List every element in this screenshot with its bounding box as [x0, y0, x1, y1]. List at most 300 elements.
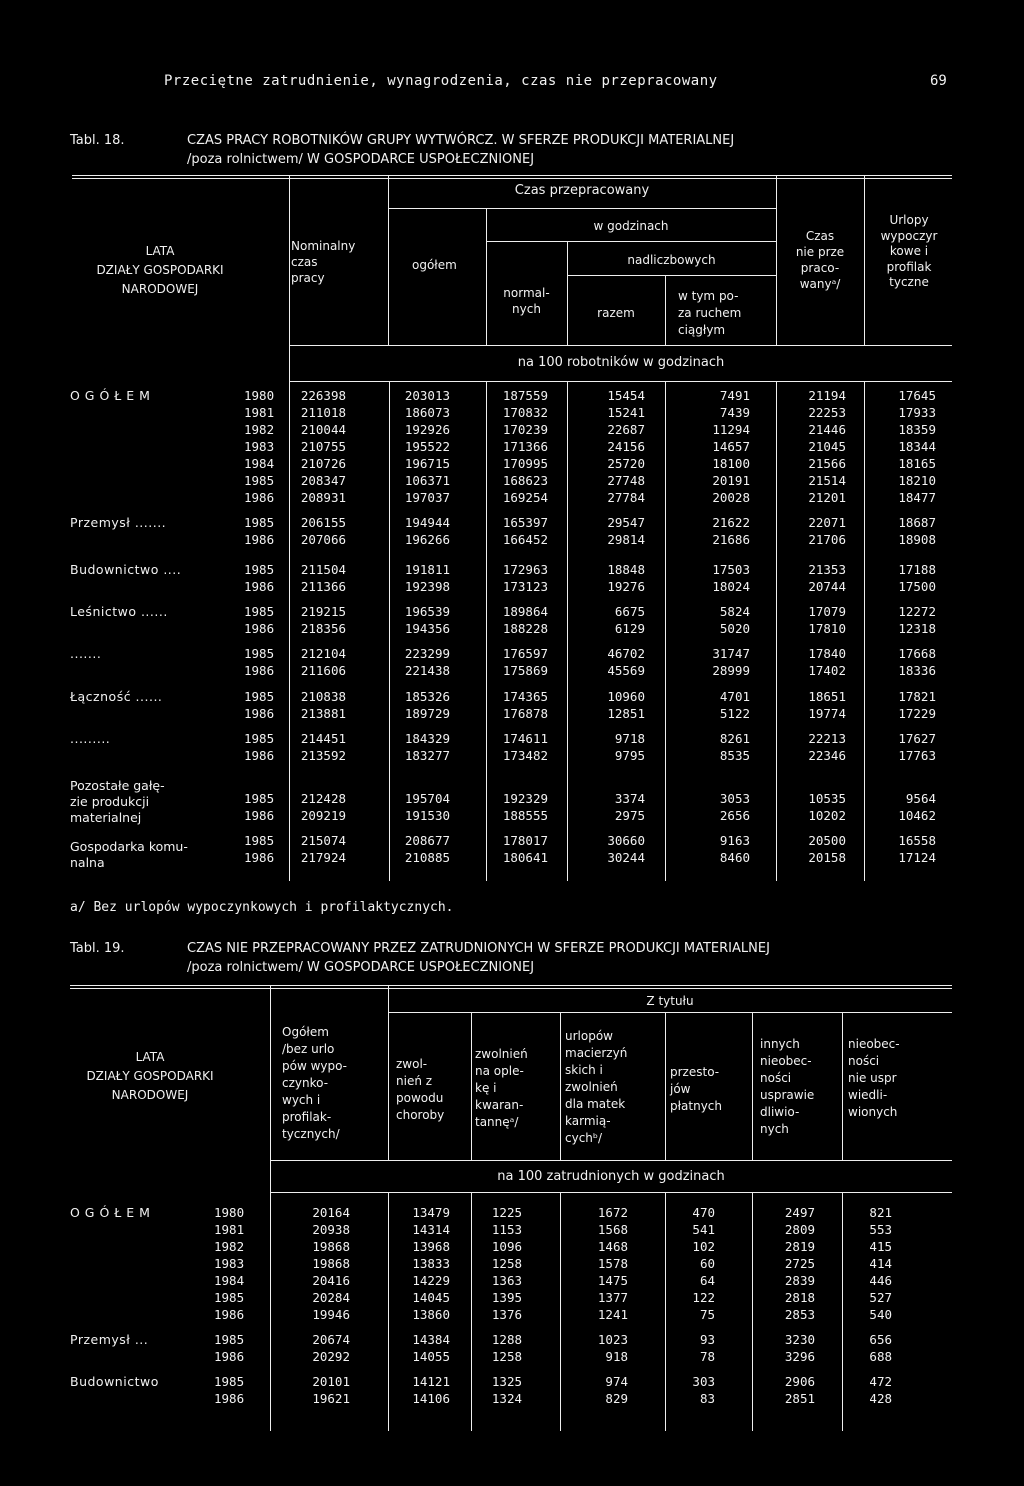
table-cell: 20292: [312, 1349, 350, 1364]
table-cell: 212428: [300, 791, 346, 806]
table-cell: 64: [699, 1273, 715, 1288]
table-cell: 197037: [404, 490, 450, 505]
table18-subtitle: /poza rolnictwem/ W GOSPODARCE USPOŁECZNIONEJ: [187, 152, 535, 167]
table-cell: 60: [699, 1256, 715, 1271]
table-cell: 188555: [502, 808, 548, 823]
table-cell: 21706: [808, 532, 846, 547]
table-cell: 2818: [784, 1290, 815, 1305]
table-cell: 1096: [491, 1239, 522, 1254]
row-year: 1985: [214, 1290, 245, 1305]
table-cell: 1258: [491, 1256, 522, 1271]
table-cell: 18210: [898, 473, 936, 488]
table-cell: 20101: [312, 1374, 350, 1389]
row-label: Budownictwo ....: [70, 562, 182, 577]
table-cell: 14229: [412, 1273, 450, 1288]
table-cell: 213881: [300, 706, 346, 721]
table-cell: 223299: [404, 646, 450, 661]
row-year: 1985: [244, 833, 275, 848]
table-cell: 12272: [898, 604, 936, 619]
table-cell: 168623: [502, 473, 548, 488]
table-cell: 189729: [404, 706, 450, 721]
t19-header-c3: urlopów macierzyń skich i zwolnień dla matek karmią- cychᵇ/: [565, 1029, 628, 1145]
table-cell: 192398: [404, 579, 450, 594]
table-cell: 18687: [898, 515, 936, 530]
table-cell: 195522: [404, 439, 450, 454]
table-cell: 2839: [784, 1273, 815, 1288]
row-year: 1986: [244, 808, 275, 823]
table-row: [0, 532, 1024, 549]
table-cell: 20158: [808, 850, 846, 865]
table-cell: 211504: [300, 562, 346, 577]
table-cell: 170239: [502, 422, 548, 437]
table-cell: 45569: [607, 663, 645, 678]
table-cell: 2497: [784, 1205, 815, 1220]
table-cell: 186073: [404, 405, 450, 420]
table-row: [0, 1273, 1024, 1290]
table-cell: 18359: [898, 422, 936, 437]
table-row: [0, 663, 1024, 680]
table-cell: 19276: [607, 579, 645, 594]
table-row: [0, 621, 1024, 638]
row-year: 1985: [244, 791, 275, 806]
table-cell: 196715: [404, 456, 450, 471]
table-cell: 106371: [404, 473, 450, 488]
table-cell: 2975: [614, 808, 645, 823]
table-cell: 20284: [312, 1290, 350, 1305]
table-cell: 12318: [898, 621, 936, 636]
t18-header-not-worked: Czas nie prze praco- wanyᵃ/: [795, 229, 845, 291]
table-cell: 187559: [502, 388, 548, 403]
table-cell: 22253: [808, 405, 846, 420]
table-cell: 1153: [491, 1222, 522, 1237]
table-cell: 414: [869, 1256, 892, 1271]
table-cell: 17503: [712, 562, 750, 577]
table-cell: 211018: [300, 405, 346, 420]
table-cell: 21622: [712, 515, 750, 530]
table-cell: 19621: [312, 1391, 350, 1406]
table-cell: 165397: [502, 515, 548, 530]
row-year: 1986: [244, 706, 275, 721]
table-cell: 21194: [808, 388, 846, 403]
table-cell: 13968: [412, 1239, 450, 1254]
table18-title: CZAS PRACY ROBOTNIKÓW GRUPY WYTWÓRCZ. W SFERZE PRODUKCJI MATERIALNEJ: [187, 133, 735, 148]
table-cell: 6675: [614, 604, 645, 619]
table-cell: 541: [692, 1222, 715, 1237]
table-cell: 3230: [784, 1332, 815, 1347]
table-cell: 183277: [404, 748, 450, 763]
table-cell: 19946: [312, 1307, 350, 1322]
table-cell: 1377: [597, 1290, 628, 1305]
table-row: [0, 1374, 1024, 1391]
table-cell: 14657: [712, 439, 750, 454]
table-cell: 210044: [300, 422, 346, 437]
table-cell: 1363: [491, 1273, 522, 1288]
table-cell: 18100: [712, 456, 750, 471]
row-year: 1980: [244, 388, 275, 403]
row-year: 1985: [244, 604, 275, 619]
table-cell: 31747: [712, 646, 750, 661]
table-cell: 18477: [898, 490, 936, 505]
row-year: 1983: [244, 439, 275, 454]
table-row: [0, 1239, 1024, 1256]
table-cell: 93: [699, 1332, 715, 1347]
table-cell: 20416: [312, 1273, 350, 1288]
table-cell: 3296: [784, 1349, 815, 1364]
row-year: 1986: [244, 748, 275, 763]
table-cell: 188228: [502, 621, 548, 636]
table-cell: 8535: [719, 748, 750, 763]
table-cell: 28999: [712, 663, 750, 678]
table-cell: 527: [869, 1290, 892, 1305]
table-row: [0, 490, 1024, 507]
table-cell: 213592: [300, 748, 346, 763]
table-cell: 3053: [719, 791, 750, 806]
t18-header-ot-continuous: w tym po- za ruchem ciągłym: [678, 289, 742, 337]
row-label: Przemysł ...: [70, 1332, 149, 1347]
table-cell: 196539: [404, 604, 450, 619]
row-year: 1985: [214, 1332, 245, 1347]
t18-header-worked: Czas przepracowany: [514, 183, 650, 198]
table-cell: 174611: [502, 731, 548, 746]
t19-header-c1: zwol- nień z powodu choroby: [396, 1057, 445, 1122]
table-cell: 1468: [597, 1239, 628, 1254]
t18-header-overtime: nadliczbowych: [627, 253, 716, 267]
table-cell: 170995: [502, 456, 548, 471]
table-cell: 20191: [712, 473, 750, 488]
table-cell: 185326: [404, 689, 450, 704]
table-cell: 17763: [898, 748, 936, 763]
t19-header-c6: nieobec- ności nie uspr wiedli- wionych: [848, 1037, 900, 1119]
table-cell: 30244: [607, 850, 645, 865]
row-year: 1985: [244, 646, 275, 661]
row-year: 1986: [244, 621, 275, 636]
table-row: [0, 439, 1024, 456]
table-cell: 918: [605, 1349, 628, 1364]
table-row: [0, 1205, 1024, 1222]
row-year: 1986: [214, 1307, 245, 1322]
table19-title: CZAS NIE PRZEPRACOWANY PRZEZ ZATRUDNIONYCH W SFERZE PRODUKCJI MATERIALNEJ: [187, 941, 770, 956]
table-cell: 17810: [808, 621, 846, 636]
table-cell: 27784: [607, 490, 645, 505]
row-year: 1985: [244, 515, 275, 530]
t18-label-gospodarka: Gospodarka komu- nalna: [70, 839, 188, 870]
table-cell: 194356: [404, 621, 450, 636]
table-cell: 16558: [898, 833, 936, 848]
row-year: 1983: [214, 1256, 245, 1271]
table-cell: 17500: [898, 579, 936, 594]
table-row: [0, 604, 1024, 621]
table-cell: 19868: [312, 1239, 350, 1254]
t18-header-stub: LATA DZIAŁY GOSPODARKI NARODOWEJ: [96, 244, 224, 296]
table-row: [0, 1307, 1024, 1324]
table-cell: 210885: [404, 850, 450, 865]
table-cell: 195704: [404, 791, 450, 806]
table-cell: 22346: [808, 748, 846, 763]
table-cell: 20674: [312, 1332, 350, 1347]
table-row: [0, 748, 1024, 765]
table-cell: 210838: [300, 689, 346, 704]
table-cell: 18344: [898, 439, 936, 454]
table-cell: 7491: [719, 388, 750, 403]
table-cell: 14384: [412, 1332, 450, 1347]
table-cell: 21514: [808, 473, 846, 488]
table-cell: 166452: [502, 532, 548, 547]
table-cell: 1475: [597, 1273, 628, 1288]
t18-header-in-hours: w godzinach: [593, 219, 669, 233]
table-cell: 10202: [808, 808, 846, 823]
table-cell: 17933: [898, 405, 936, 420]
table-cell: 17124: [898, 850, 936, 865]
table-cell: 18908: [898, 532, 936, 547]
table19-subtitle: /poza rolnictwem/ W GOSPODARCE USPOŁECZNIONEJ: [187, 960, 535, 975]
table-cell: 18651: [808, 689, 846, 704]
table-cell: 22213: [808, 731, 846, 746]
row-year: 1982: [244, 422, 275, 437]
table-cell: 189864: [502, 604, 548, 619]
table-cell: 446: [869, 1273, 892, 1288]
table-cell: 829: [605, 1391, 628, 1406]
table-cell: 7439: [719, 405, 750, 420]
table-cell: 1376: [491, 1307, 522, 1322]
row-year: 1986: [244, 850, 275, 865]
table-cell: 170832: [502, 405, 548, 420]
table-cell: 9718: [614, 731, 645, 746]
table-cell: 203013: [404, 388, 450, 403]
table-cell: 5122: [719, 706, 750, 721]
table-row: [0, 1290, 1024, 1307]
table-cell: 472: [869, 1374, 892, 1389]
table-row: [0, 1332, 1024, 1349]
table-row: [0, 706, 1024, 723]
table-row: [0, 1256, 1024, 1273]
t19-header-unit: na 100 zatrudnionych w godzinach: [497, 1169, 725, 1184]
table-cell: 207066: [300, 532, 346, 547]
table-cell: 29814: [607, 532, 645, 547]
table-cell: 974: [605, 1374, 628, 1389]
table-cell: 15241: [607, 405, 645, 420]
t19-header-by-title: Z tytułu: [646, 994, 694, 1008]
table-cell: 14045: [412, 1290, 450, 1305]
table-cell: 212104: [300, 646, 346, 661]
row-year: 1984: [244, 456, 275, 471]
table-cell: 17079: [808, 604, 846, 619]
table-cell: 25720: [607, 456, 645, 471]
table-cell: 1258: [491, 1349, 522, 1364]
table-cell: 219215: [300, 604, 346, 619]
table-cell: 4701: [719, 689, 750, 704]
t18-header-total: ogółem: [412, 258, 457, 272]
table-cell: 2853: [784, 1307, 815, 1322]
table-cell: 9564: [905, 791, 936, 806]
t18-header-unit: na 100 robotników w godzinach: [517, 355, 725, 370]
table-cell: 2906: [784, 1374, 815, 1389]
row-year: 1981: [214, 1222, 245, 1237]
row-label: .........: [70, 731, 111, 746]
table-cell: 215074: [300, 833, 346, 848]
table-cell: 13860: [412, 1307, 450, 1322]
table19-label: Tabl. 19.: [70, 941, 125, 956]
table-cell: 1288: [491, 1332, 522, 1347]
table-cell: 6129: [614, 621, 645, 636]
table-cell: 217924: [300, 850, 346, 865]
table-cell: 656: [869, 1332, 892, 1347]
table-cell: 22687: [607, 422, 645, 437]
table-cell: 13833: [412, 1256, 450, 1271]
table-cell: 17402: [808, 663, 846, 678]
table-cell: 178017: [502, 833, 548, 848]
table-cell: 17645: [898, 388, 936, 403]
table-cell: 2851: [784, 1391, 815, 1406]
table-cell: 470: [692, 1205, 715, 1220]
table-cell: 8460: [719, 850, 750, 865]
table-cell: 540: [869, 1307, 892, 1322]
table-cell: 19868: [312, 1256, 350, 1271]
table-cell: 8261: [719, 731, 750, 746]
table-cell: 17627: [898, 731, 936, 746]
table-cell: 14314: [412, 1222, 450, 1237]
row-label: O G Ó Ł E M: [70, 388, 151, 403]
table-row: [0, 1391, 1024, 1408]
table-cell: 24156: [607, 439, 645, 454]
table-cell: 17821: [898, 689, 936, 704]
row-label: .......: [70, 646, 102, 661]
table-cell: 2725: [784, 1256, 815, 1271]
row-year: 1981: [244, 405, 275, 420]
table-cell: 15454: [607, 388, 645, 403]
t18-label-pozostale: Pozostałe gałę- zie produkcji materialnej: [70, 778, 165, 825]
table-cell: 196266: [404, 532, 450, 547]
row-year: 1980: [214, 1205, 245, 1220]
t18-header-normal: normal- nych: [503, 286, 550, 316]
table-cell: 29547: [607, 515, 645, 530]
table-cell: 18024: [712, 579, 750, 594]
table-cell: 21201: [808, 490, 846, 505]
table-cell: 10535: [808, 791, 846, 806]
table-cell: 174365: [502, 689, 548, 704]
table-cell: 1023: [597, 1332, 628, 1347]
table-cell: 180641: [502, 850, 548, 865]
table-cell: 14121: [412, 1374, 450, 1389]
table-cell: 2656: [719, 808, 750, 823]
table-cell: 18165: [898, 456, 936, 471]
table-cell: 214451: [300, 731, 346, 746]
table-cell: 415: [869, 1239, 892, 1254]
table-cell: 169254: [502, 490, 548, 505]
row-year: 1985: [214, 1374, 245, 1389]
row-year: 1985: [244, 473, 275, 488]
table-row: [0, 473, 1024, 490]
table-cell: 191530: [404, 808, 450, 823]
table-cell: 303: [692, 1374, 715, 1389]
table-cell: 21446: [808, 422, 846, 437]
t19-header-total: Ogółem /bez urlo pów wypo- czynko- wych i profilak- tycznych/: [282, 1025, 348, 1141]
table-cell: 176597: [502, 646, 548, 661]
table-row: [0, 1222, 1024, 1239]
table-cell: 688: [869, 1349, 892, 1364]
t18-header-ot-total: razem: [597, 306, 635, 320]
table-cell: 218356: [300, 621, 346, 636]
row-label: Leśnictwo ......: [70, 604, 168, 619]
table-cell: 172963: [502, 562, 548, 577]
table-cell: 171366: [502, 439, 548, 454]
table-cell: 21566: [808, 456, 846, 471]
table-cell: 12851: [607, 706, 645, 721]
t19-header-c2: zwolnień na ople- kę i kwaran- tannęᵃ/: [475, 1047, 528, 1129]
table-cell: 21686: [712, 532, 750, 547]
table-cell: 1578: [597, 1256, 628, 1271]
table-row: [0, 456, 1024, 473]
t18-header-nominal: Nominalny czas pracy: [291, 239, 356, 285]
table-cell: 1324: [491, 1391, 522, 1406]
table-cell: 208677: [404, 833, 450, 848]
table-cell: 19774: [808, 706, 846, 721]
table-row: [0, 689, 1024, 706]
table-cell: 5824: [719, 604, 750, 619]
row-label: Przemysł .......: [70, 515, 167, 530]
table-cell: 20028: [712, 490, 750, 505]
t19-header-c4: przesto- jów płatnych: [670, 1065, 722, 1113]
table-cell: 1395: [491, 1290, 522, 1305]
table-cell: 173482: [502, 748, 548, 763]
table-cell: 208931: [300, 490, 346, 505]
running-head: Przeciętne zatrudnienie, wynagrodzenia, czas nie przepracowany: [164, 73, 718, 89]
table-cell: 191811: [404, 562, 450, 577]
row-year: 1984: [214, 1273, 245, 1288]
table-cell: 20164: [312, 1205, 350, 1220]
table-row: [0, 562, 1024, 579]
table-cell: 17668: [898, 646, 936, 661]
table-cell: 27748: [607, 473, 645, 488]
table18-label: Tabl. 18.: [70, 133, 125, 148]
table-cell: 17840: [808, 646, 846, 661]
table-cell: 102: [692, 1239, 715, 1254]
table-cell: 428: [869, 1391, 892, 1406]
row-year: 1986: [244, 490, 275, 505]
row-year: 1985: [244, 689, 275, 704]
table-cell: 209219: [300, 808, 346, 823]
t18-header-leave: Urlopy wypoczyr kowe i profilak tyczne: [880, 213, 938, 289]
row-year: 1986: [244, 663, 275, 678]
table-cell: 20500: [808, 833, 846, 848]
table-cell: 17188: [898, 562, 936, 577]
table-cell: 18336: [898, 663, 936, 678]
table-row: [0, 405, 1024, 422]
table-cell: 18848: [607, 562, 645, 577]
table-cell: 46702: [607, 646, 645, 661]
table-cell: 11294: [712, 422, 750, 437]
row-label: Budownictwo: [70, 1374, 159, 1389]
table-row: [0, 515, 1024, 532]
table-cell: 1325: [491, 1374, 522, 1389]
table-row: [0, 422, 1024, 439]
table-cell: 176878: [502, 706, 548, 721]
t19-header-stub: LATA DZIAŁY GOSPODARKI NARODOWEJ: [86, 1050, 214, 1102]
row-label: O G Ó Ł E M: [70, 1205, 151, 1220]
table-cell: 9163: [719, 833, 750, 848]
table-cell: 1225: [491, 1205, 522, 1220]
table-cell: 9795: [614, 748, 645, 763]
table-cell: 21045: [808, 439, 846, 454]
row-label: Łączność ......: [70, 689, 163, 704]
table-cell: 2809: [784, 1222, 815, 1237]
table-cell: 75: [699, 1307, 715, 1322]
table-cell: 5020: [719, 621, 750, 636]
table-cell: 192329: [502, 791, 548, 806]
table-cell: 78: [699, 1349, 715, 1364]
table-cell: 30660: [607, 833, 645, 848]
table-cell: 22071: [808, 515, 846, 530]
table-cell: 1672: [597, 1205, 628, 1220]
